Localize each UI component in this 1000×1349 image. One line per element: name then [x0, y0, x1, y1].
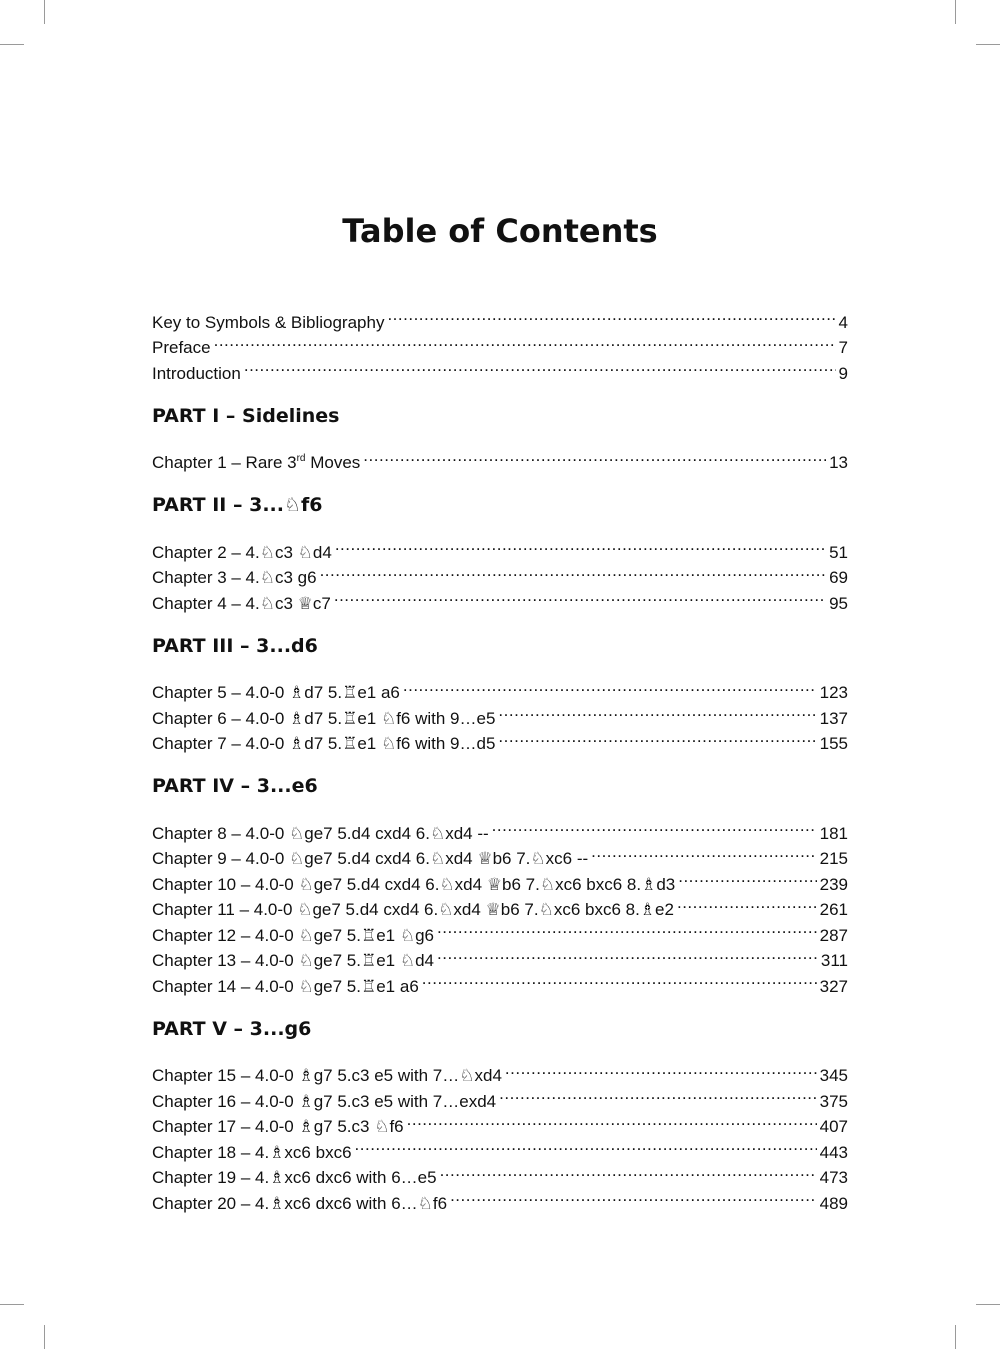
crop-mark [955, 0, 956, 24]
toc-entry-label-text: Chapter 6 – 4.0-0 ♗d7 5.♖e1 ♘f6 with 9…e5 [152, 708, 496, 728]
toc-entry-page-number: 137 [819, 708, 848, 728]
toc-entry-page-number: 345 [819, 1066, 848, 1085]
part-heading: PART II – 3...♘f6 [152, 494, 323, 516]
toc-entry-label-text: Chapter 17 – 4.0-0 ♗g7 5.c3 ♘f6 [152, 1117, 404, 1136]
toc-entry-label [152, 565, 317, 591]
toc-entry-label-text: Chapter 18 – 4.♗xc6 bxc6 [152, 1142, 352, 1162]
dot-leader [422, 966, 817, 992]
toc-entry-page-number: 51 [829, 542, 848, 562]
toc-entry-page-number: 311 [820, 951, 848, 970]
toc-entry-label [152, 731, 495, 757]
toc-entry-label [152, 974, 419, 1000]
toc-entry-page-number: 95 [829, 593, 848, 613]
toc-entry-page-number: 123 [819, 683, 848, 702]
toc-entry-label [152, 1191, 447, 1217]
toc-entry [152, 302, 848, 332]
toc-entry-label [152, 948, 434, 974]
dot-leader [677, 890, 817, 916]
toc-entry-label [152, 923, 434, 949]
toc-entry-label-text: Chapter 20 – 4.♗xc6 dxc6 with 6…♘f6 [152, 1193, 448, 1213]
toc-entry-label [152, 846, 588, 872]
dot-leader [499, 1081, 817, 1107]
dot-leader [437, 915, 817, 941]
toc-entry-superscript: rd [296, 453, 306, 464]
part-heading: PART I – Sidelines [152, 404, 340, 427]
toc-entry-label-text: Chapter 11 – 4.0-0 ♘ge7 5.d4 cxd4 6.♘xd4 ♕b6 7.♘xc6 bxc6 8.♗e2 [152, 900, 674, 919]
part-section [152, 773, 848, 996]
toc-entry-label [152, 1063, 502, 1089]
toc-entry-label-text: Chapter 15 – 4.0-0 ♗g7 5.c3 e5 with 7…♘xd4 [152, 1066, 502, 1085]
toc-entry-page-number: 239 [819, 874, 848, 894]
toc-entry [152, 443, 848, 472]
toc-entry-page-number: 7 [838, 338, 848, 357]
toc-entry-label [152, 872, 675, 898]
page-title: Table of Contents [342, 212, 658, 250]
table-of-contents [152, 302, 848, 1233]
toc-entry-label-text: Chapter 5 – 4.0-0 ♗d7 5.♖e1 a6 [152, 683, 400, 702]
dot-leader [498, 698, 816, 724]
dot-leader [678, 864, 816, 890]
dot-leader [591, 839, 816, 865]
toc-entry-page-number: 261 [819, 900, 848, 919]
toc-entry-label-text: Chapter 16 – 4.0-0 ♗g7 5.c3 e5 with 7…exd4 [152, 1091, 497, 1111]
toc-entry [152, 532, 848, 562]
crop-mark [44, 0, 45, 24]
toc-entry-label: Preface [152, 338, 211, 357]
part-section [152, 492, 848, 613]
dot-leader [334, 583, 826, 609]
toc-entry-page-number: 155 [819, 734, 848, 753]
toc-entry-label-text: Chapter 13 – 4.0-0 ♘ge7 5.♖e1 ♘d4 [152, 951, 435, 970]
part-heading: PART III – 3...d6 [152, 634, 318, 657]
toc-entry-label: Introduction [152, 363, 241, 383]
dot-leader [505, 1056, 817, 1082]
toc-entry-page-number: 4 [838, 312, 848, 332]
toc-entry-page-number: 9 [838, 363, 848, 383]
part-section [152, 633, 848, 753]
chapter-list [152, 813, 848, 996]
chapter-list [152, 1056, 848, 1213]
front-matter-list [152, 302, 848, 383]
dot-leader [498, 724, 816, 750]
toc-entry [152, 353, 848, 383]
toc-entry-page-number: 287 [819, 925, 848, 945]
chapter-list [152, 673, 848, 753]
toc-entry-page-number: 327 [819, 976, 848, 996]
dot-leader [440, 1158, 817, 1184]
crop-mark [0, 1304, 24, 1305]
dot-leader [450, 1183, 817, 1209]
toc-entry-page-number: 181 [819, 823, 848, 843]
dot-leader [407, 1107, 817, 1133]
toc-entry-label-text: Moves [305, 453, 361, 472]
dot-leader [363, 443, 826, 469]
crop-mark [976, 44, 1000, 45]
dot-leader [355, 1132, 817, 1158]
chapter-list [152, 443, 848, 472]
toc-entry-label [152, 591, 331, 617]
crop-mark [955, 1325, 956, 1349]
toc-entry-label-text: Chapter 7 – 4.0-0 ♗d7 5.♖e1 ♘f6 with 9…d5 [152, 734, 496, 753]
toc-entry-label [152, 450, 360, 476]
part-heading: PART IV – 3...e6 [152, 775, 318, 797]
toc-entry-label [152, 680, 400, 706]
toc-entry-page-number: 443 [819, 1142, 848, 1162]
toc-entry-label [152, 821, 489, 847]
dot-leader [214, 328, 836, 354]
toc-entry-page-number: 69 [829, 568, 848, 587]
dot-leader [492, 813, 817, 839]
toc-entry-label-text: Chapter 3 – 4.♘c3 g6 [152, 568, 317, 587]
toc-entry-label-text: Chapter 19 – 4.♗xc6 dxc6 with 6…e5 [152, 1168, 437, 1187]
part-section [152, 1016, 848, 1213]
toc-entry-label-text: Chapter 4 – 4.♘c3 ♕c7 [152, 593, 331, 613]
toc-entry-label: Key to Symbols & Bibliography [152, 312, 385, 332]
part-heading: PART V – 3...g6 [152, 1017, 312, 1040]
parts-list [152, 403, 848, 1213]
toc-entry [152, 673, 848, 702]
toc-entry-label-text: Chapter 12 – 4.0-0 ♘ge7 5.♖e1 ♘g6 [152, 925, 435, 945]
dot-leader [244, 353, 836, 379]
toc-entry-label-text: Chapter 8 – 4.0-0 ♘ge7 5.d4 cxd4 6.♘xd4 -- [152, 823, 489, 843]
toc-entry [152, 328, 848, 357]
toc-entry-label-text: Chapter 14 – 4.0-0 ♘ge7 5.♖e1 a6 [152, 976, 419, 996]
toc-entry-page-number: 473 [819, 1168, 848, 1187]
toc-entry-page-number: 375 [819, 1091, 848, 1111]
crop-mark [44, 1325, 45, 1349]
toc-entry-page-number: 489 [819, 1193, 848, 1213]
toc-entry-label [152, 540, 332, 566]
toc-entry-page-number: 407 [819, 1117, 848, 1136]
crop-mark [0, 44, 24, 45]
dot-leader [320, 558, 827, 584]
toc-entry-label-text: Chapter 2 – 4.♘c3 ♘d4 [152, 542, 332, 562]
toc-entry-label [152, 706, 495, 732]
toc-entry-page-number: 215 [819, 849, 848, 868]
toc-entry-label-text: Chapter 9 – 4.0-0 ♘ge7 5.d4 cxd4 6.♘xd4 ♕b6 7.♘xc6 -- [152, 849, 589, 868]
dot-leader [335, 532, 826, 558]
dot-leader [403, 673, 817, 699]
chapter-list [152, 532, 848, 613]
toc-entry [152, 813, 848, 843]
toc-entry-label-text: Chapter 10 – 4.0-0 ♘ge7 5.d4 cxd4 6.♘xd4 ♕b6 7.♘xc6 bxc6 8.♗d3 [152, 874, 676, 894]
toc-entry-label [152, 1165, 437, 1191]
toc-entry-page-number: 13 [829, 453, 848, 472]
crop-mark [976, 1304, 1000, 1305]
toc-entry [152, 1056, 848, 1085]
toc-entry-label-text: Chapter 1 – Rare 3 [152, 453, 297, 472]
dot-leader [387, 302, 835, 328]
dot-leader [437, 941, 818, 967]
part-section [152, 403, 848, 472]
toc-entry-label [152, 1140, 352, 1166]
